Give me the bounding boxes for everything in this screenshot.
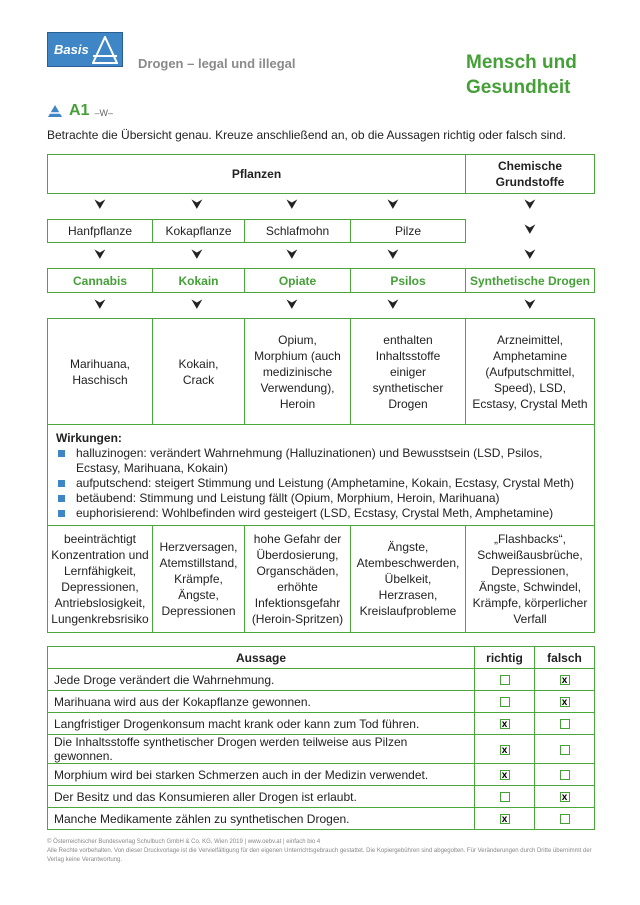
statement-text: Jede Droge verändert die Wahrnehmung. (48, 669, 475, 691)
footer-line-1: © Österreichischer Bundesverlag Schulbuch GmbH & Co. KG, Wien 2019 | www.oebv.at | einfach bio 4 (47, 839, 321, 845)
statement-text: Langfristiger Drogenkonsum macht krank oder kann zum Tod führen. (48, 713, 475, 735)
risks-opiate: hohe Gefahr der Überdosierung, Organschäden, erhöhte Infektionsgefahr (Heroin-Spritzen) (244, 525, 351, 633)
pyramid-icon (47, 104, 63, 118)
richtig-checkbox[interactable]: x (500, 814, 510, 824)
task-level: –W– (94, 107, 113, 118)
table-header-row (48, 647, 595, 669)
richtig-checkbox[interactable] (500, 697, 510, 707)
table-row (48, 713, 595, 735)
arrow-down-icon: ⮟ (524, 297, 536, 311)
task-label: A1 (69, 102, 90, 119)
plant-hanfpflanze: Hanfpflanze (47, 219, 153, 243)
falsch-checkbox[interactable]: x (560, 792, 570, 802)
falsch-checkbox[interactable]: x (560, 675, 570, 685)
richtig-checkbox[interactable] (500, 792, 510, 802)
header-statement: Aussage (48, 647, 475, 669)
subject-line-2: Gesundheit (466, 77, 571, 98)
footer-line-2: Alle Rechte vorbehalten. Von dieser Druckvorlage ist die Vervielfältigung für den eigenen Unterrichtsgebrauch gestattet. Die Kopiergebühren sind abgegolten. Für Veränderungen durch Dritte übernimmt der Verlag keine Verantwortung. (47, 848, 592, 863)
arrow-down-icon: ⮟ (286, 297, 298, 311)
richtig-checkbox[interactable]: x (500, 745, 510, 755)
pyramid-icon (92, 36, 118, 64)
subject-line-1: Mensch und (466, 52, 577, 73)
arrow-down-icon: ⮟ (191, 197, 203, 211)
table-row (48, 764, 595, 786)
group-kokain: Kokain (152, 268, 245, 293)
statement-text: Der Besitz und das Konsumieren aller Drogen ist erlaubt. (48, 786, 475, 808)
effect-item: halluzinogen: verändert Wahrnehmung (Halluzinationen) und Bewusstsein (LSD, Psilos, Ecstasy, Marihuana, Kokain) (56, 446, 586, 476)
falsch-checkbox[interactable] (560, 745, 570, 755)
group-opiate: Opiate (244, 268, 351, 293)
subject-title (466, 50, 606, 100)
arrow-down-icon: ⮟ (387, 247, 399, 261)
arrow-down-icon: ⮟ (387, 297, 399, 311)
logo-text: Basis (54, 42, 89, 57)
statements-table (47, 646, 595, 830)
risks-psilos: Ängste, Atembeschwerden, Übelkeit, Herzrasen, Kreislaufprobleme (350, 525, 466, 633)
basis-logo (47, 32, 123, 67)
richtig-checkbox[interactable]: x (500, 719, 510, 729)
arrow-down-icon: ⮟ (94, 297, 106, 311)
plant-pilze: Pilze (350, 219, 466, 243)
statement-text: Manche Medikamente zählen zu synthetischen Drogen. (48, 808, 475, 830)
plant-schlafmohn: Schlafmohn (244, 219, 351, 243)
substances-kokain: Kokain, Crack (152, 318, 245, 425)
header-falsch: falsch (535, 647, 595, 669)
falsch-checkbox[interactable] (560, 814, 570, 824)
effects-title: Wirkungen: (56, 431, 122, 445)
arrow-down-icon: ⮟ (286, 247, 298, 261)
substances-synthetisch: Arzneimittel, Amphetamine (Aufputschmittel, Speed), LSD, Ecstasy, Crystal Meth (465, 318, 595, 425)
risks-synthetisch: „Flashbacks“, Schweißausbrüche, Depressionen, Ängste, Schwindel, Krämpfe, körperlicher Verfall (465, 525, 595, 633)
arrow-down-icon: ⮟ (524, 197, 536, 211)
effect-item: euphorisierend: Wohlbefinden wird gesteigert (LSD, Ecstasy, Crystal Meth, Amphetamine) (56, 506, 586, 521)
arrow-down-icon: ⮟ (286, 197, 298, 211)
header-richtig: richtig (475, 647, 535, 669)
table-row (48, 808, 595, 830)
arrow-down-icon: ⮟ (387, 197, 399, 211)
pflanzen-box: Pflanzen (47, 154, 466, 194)
risks-cannabis: beeinträchtigt Konzentration und Lernfähigkeit, Depressionen, Antriebslosigkeit, Lungenkrebsrisiko (47, 525, 153, 633)
arrow-down-icon: ⮟ (94, 197, 106, 211)
effects-list (56, 446, 586, 521)
instruction-text: Betrachte die Übersicht genau. Kreuze anschließend an, ob die Aussagen richtig oder falsch sind. (47, 128, 566, 142)
falsch-checkbox[interactable] (560, 770, 570, 780)
copyright-footer (47, 838, 607, 865)
group-cannabis: Cannabis (47, 268, 153, 293)
arrow-down-icon: ⮟ (524, 247, 536, 261)
group-psilos: Psilos (350, 268, 466, 293)
group-synthetische-drogen: Synthetische Drogen (465, 268, 595, 293)
arrow-down-icon: ⮟ (94, 247, 106, 261)
worksheet-subtitle: Drogen – legal und illegal (138, 56, 296, 71)
effects-box (47, 424, 595, 526)
table-row (48, 669, 595, 691)
substances-opiate: Opium, Morphium (auch medizinische Verwendung), Heroin (244, 318, 351, 425)
table-row (48, 691, 595, 713)
arrow-down-icon: ⮟ (524, 222, 536, 236)
arrow-down-icon: ⮟ (191, 297, 203, 311)
substances-cannabis: Marihuana, Haschisch (47, 318, 153, 425)
chemische-grundstoffe-box: Chemische Grundstoffe (465, 154, 595, 194)
statement-text: Marihuana wird aus der Kokapflanze gewonnen. (48, 691, 475, 713)
risks-kokain: Herzversagen, Atemstillstand, Krämpfe, Ängste, Depressionen (152, 525, 245, 633)
richtig-checkbox[interactable] (500, 675, 510, 685)
arrow-down-icon: ⮟ (191, 247, 203, 261)
plant-kokapflanze: Kokapflanze (152, 219, 245, 243)
table-row (48, 786, 595, 808)
statement-text: Morphium wird bei starken Schmerzen auch in der Medizin verwendet. (48, 764, 475, 786)
substances-psilos: enthalten Inhaltsstoffe einiger synthetischer Drogen (350, 318, 466, 425)
richtig-checkbox[interactable]: x (500, 770, 510, 780)
effect-item: betäubend: Stimmung und Leistung fällt (Opium, Morphium, Heroin, Marihuana) (56, 491, 586, 506)
statement-text: Die Inhaltsstoffe synthetischer Drogen werden teilweise aus Pilzen gewonnen. (48, 735, 475, 764)
effect-item: aufputschend: steigert Stimmung und Leistung (Amphetamine, Kokain, Ecstasy, Crystal Meth) (56, 476, 586, 491)
falsch-checkbox[interactable] (560, 719, 570, 729)
task-heading (47, 102, 113, 120)
falsch-checkbox[interactable]: x (560, 697, 570, 707)
table-row (48, 735, 595, 764)
